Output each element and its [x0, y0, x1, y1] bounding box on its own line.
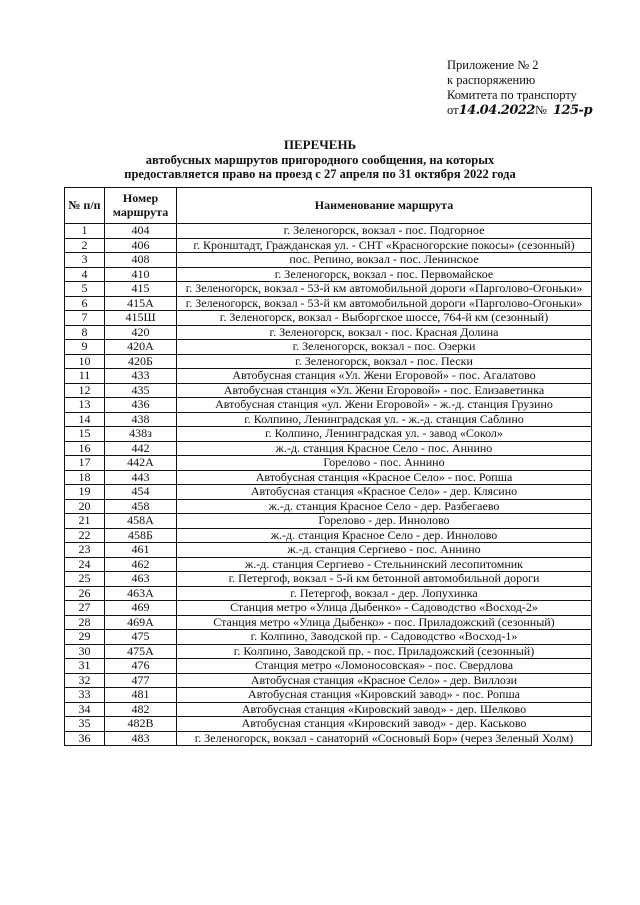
route-number: 443 [105, 470, 177, 485]
handwritten-date: 14.04.2022 [458, 103, 535, 118]
table-row [65, 630, 592, 645]
appendix-committee-line: Комитета по транспорту [447, 88, 577, 102]
table-row [65, 427, 592, 442]
route-name: пос. Репино, вокзал - пос. Ленинское [177, 253, 592, 268]
table-row [65, 253, 592, 268]
route-number: 482 [105, 702, 177, 717]
row-number: 4 [65, 267, 105, 282]
route-number: 433 [105, 369, 177, 384]
route-name: Автобусная станция «Ул. Жени Егоровой» - пос. Елизаветинка [177, 383, 592, 398]
table-row [65, 485, 592, 500]
route-number: 483 [105, 731, 177, 746]
title-subtitle-1: автобусных маршрутов пригородного сообщения, на которых [145, 152, 495, 167]
route-name: г. Зеленогорск, вокзал - 53-й км автомобильной дороги «Парголово-Огоньки» [177, 296, 592, 311]
row-number: 13 [65, 398, 105, 413]
appendix-block [447, 58, 632, 118]
header-route: Номер маршрута [105, 188, 177, 224]
appendix-date-number-line [447, 103, 632, 118]
row-number: 6 [65, 296, 105, 311]
number-prefix: № [534, 103, 547, 117]
route-name: г. Петергоф, вокзал - 5-й км бетонной автомобильной дороги [177, 572, 592, 587]
table-row [65, 456, 592, 471]
route-name: Автобусная станция «Красное Село» - дер. Виллози [177, 673, 592, 688]
route-number: 408 [105, 253, 177, 268]
row-number: 7 [65, 311, 105, 326]
route-name: ж.-д. станция Красное Село - дер. Иннолово [177, 528, 592, 543]
row-number: 34 [65, 702, 105, 717]
route-name: г. Зеленогорск, вокзал - пос. Озерки [177, 340, 592, 355]
route-name: г. Зеленогорск, вокзал - 53-й км автомобильной дороги «Парголово-Огоньки» [177, 282, 592, 297]
route-name: Автобусная станция «Кировский завод» - дер. Шелково [177, 702, 592, 717]
route-name: г. Зеленогорск, вокзал - санаторий «Сосновый Бор» (через Зеленый Холм) [177, 731, 592, 746]
table-row [65, 224, 592, 239]
row-number: 11 [65, 369, 105, 384]
table-row [65, 325, 592, 340]
route-name: г. Зеленогорск, вокзал - пос. Подгорное [177, 224, 592, 239]
table-row [65, 702, 592, 717]
route-number: 469 [105, 601, 177, 616]
route-name: г. Кронштадт, Гражданская ул. - СНТ «Красногорские покосы» (сезонный) [177, 238, 592, 253]
header-name: Наименование маршрута [177, 188, 592, 224]
row-number: 35 [65, 717, 105, 732]
row-number: 36 [65, 731, 105, 746]
route-number: 476 [105, 659, 177, 674]
route-number: 458Б [105, 528, 177, 543]
table-row [65, 267, 592, 282]
table-row [65, 282, 592, 297]
route-number: 458 [105, 499, 177, 514]
route-name: Станция метро «Ломоносовская» - пос. Свердлова [177, 659, 592, 674]
document-title [0, 138, 640, 182]
table-row [65, 528, 592, 543]
route-name: Автобусная станция «Кировский завод» - пос. Ропша [177, 688, 592, 703]
row-number: 24 [65, 557, 105, 572]
row-number: 17 [65, 456, 105, 471]
route-name: г. Зеленогорск, вокзал - пос. Первомайское [177, 267, 592, 282]
row-number: 5 [65, 282, 105, 297]
route-name: ж.-д. станция Сергиево - Стельнинский лесопитомник [177, 557, 592, 572]
route-number: 410 [105, 267, 177, 282]
route-name: г. Зеленогорск, вокзал - пос. Пески [177, 354, 592, 369]
route-number: 438 [105, 412, 177, 427]
route-name: Станция метро «Улица Дыбенко» - Садоводство «Восход-2» [177, 601, 592, 616]
route-number: 435 [105, 383, 177, 398]
route-name: Автобусная станция «Красное Село» - пос. Ропша [177, 470, 592, 485]
route-name: г. Колпино, Заводской пр. - пос. Приладожский (сезонный) [177, 644, 592, 659]
row-number: 10 [65, 354, 105, 369]
route-name: Автобусная станция «Кировский завод» - дер. Каськово [177, 717, 592, 732]
row-number: 20 [65, 499, 105, 514]
route-number: 406 [105, 238, 177, 253]
header-num: № п/п [65, 188, 105, 224]
route-number: 461 [105, 543, 177, 558]
appendix-order-line: к распоряжению [447, 73, 536, 87]
route-name: Автобусная станция «ул. Жени Егоровой» - ж.-д. станция Грузино [177, 398, 592, 413]
row-number: 18 [65, 470, 105, 485]
title-subtitle-2: предоставляется право на проезд с 27 апреля по 31 октября 2022 года [124, 167, 516, 181]
table-row [65, 398, 592, 413]
route-name: г. Зеленогорск, вокзал - Выборгское шоссе, 764-й км (сезонный) [177, 311, 592, 326]
route-number: 415 [105, 282, 177, 297]
route-name: Автобусная станция «Ул. Жени Егоровой» - пос. Агалатово [177, 369, 592, 384]
table-row [65, 369, 592, 384]
route-number: 454 [105, 485, 177, 500]
row-number: 33 [65, 688, 105, 703]
table-row [65, 615, 592, 630]
table-row [65, 557, 592, 572]
row-number: 30 [65, 644, 105, 659]
row-number: 1 [65, 224, 105, 239]
route-number: 477 [105, 673, 177, 688]
routes-table [64, 187, 592, 746]
table-body [65, 224, 592, 746]
row-number: 12 [65, 383, 105, 398]
route-name: Горелово - дер. Иннолово [177, 514, 592, 529]
route-number: 420А [105, 340, 177, 355]
route-number: 482В [105, 717, 177, 732]
appendix-title: Приложение № 2 [447, 58, 539, 72]
row-number: 2 [65, 238, 105, 253]
route-number: 475А [105, 644, 177, 659]
table-row [65, 514, 592, 529]
route-number: 420Б [105, 354, 177, 369]
table-row [65, 412, 592, 427]
route-number: 420 [105, 325, 177, 340]
route-number: 463А [105, 586, 177, 601]
row-number: 22 [65, 528, 105, 543]
route-name: г. Петергоф, вокзал - дер. Лопухинка [177, 586, 592, 601]
table-row [65, 311, 592, 326]
route-number: 415А [105, 296, 177, 311]
table-row [65, 673, 592, 688]
table-row [65, 543, 592, 558]
route-name: ж.-д. станция Красное Село - дер. Разбегаево [177, 499, 592, 514]
row-number: 9 [65, 340, 105, 355]
row-number: 23 [65, 543, 105, 558]
route-name: Станция метро «Улица Дыбенко» - пос. Приладожский (сезонный) [177, 615, 592, 630]
table-row [65, 644, 592, 659]
route-number: 442 [105, 441, 177, 456]
route-number: 463 [105, 572, 177, 587]
table-row [65, 688, 592, 703]
row-number: 14 [65, 412, 105, 427]
row-number: 8 [65, 325, 105, 340]
row-number: 25 [65, 572, 105, 587]
date-prefix: от [447, 103, 459, 117]
table-row [65, 340, 592, 355]
route-number: 404 [105, 224, 177, 239]
table-row [65, 441, 592, 456]
row-number: 19 [65, 485, 105, 500]
route-name: ж.-д. станция Красное Село - пос. Аннино [177, 441, 592, 456]
route-number: 462 [105, 557, 177, 572]
row-number: 31 [65, 659, 105, 674]
row-number: 28 [65, 615, 105, 630]
table-row [65, 717, 592, 732]
table-row [65, 238, 592, 253]
route-name: г. Колпино, Заводской пр. - Садоводство «Восход-1» [177, 630, 592, 645]
table-row [65, 586, 592, 601]
table-row [65, 731, 592, 746]
route-name: г. Колпино, Ленинградская ул. - ж.-д. станция Саблино [177, 412, 592, 427]
route-name: ж.-д. станция Сергиево - пос. Аннино [177, 543, 592, 558]
table-row [65, 296, 592, 311]
row-number: 27 [65, 601, 105, 616]
row-number: 15 [65, 427, 105, 442]
table-row [65, 383, 592, 398]
table-row [65, 470, 592, 485]
row-number: 29 [65, 630, 105, 645]
route-number: 475 [105, 630, 177, 645]
route-number: 458А [105, 514, 177, 529]
row-number: 26 [65, 586, 105, 601]
row-number: 16 [65, 441, 105, 456]
route-name: г. Колпино, Ленинградская ул. - завод «Сокол» [177, 427, 592, 442]
route-name: Автобусная станция «Красное Село» - дер. Клясино [177, 485, 592, 500]
table-row [65, 354, 592, 369]
table-header-row [65, 188, 592, 224]
route-number: 481 [105, 688, 177, 703]
row-number: 32 [65, 673, 105, 688]
route-name: Горелово - пос. Аннино [177, 456, 592, 471]
table-row [65, 572, 592, 587]
table-row [65, 499, 592, 514]
row-number: 3 [65, 253, 105, 268]
title-heading: ПЕРЕЧЕНЬ [283, 137, 357, 152]
route-name: г. Зеленогорск, вокзал - пос. Красная Долина [177, 325, 592, 340]
route-number: 442А [105, 456, 177, 471]
route-number: 438з [105, 427, 177, 442]
handwritten-number: 125-р [552, 103, 593, 118]
table-row [65, 601, 592, 616]
route-number: 469А [105, 615, 177, 630]
table-row [65, 659, 592, 674]
row-number: 21 [65, 514, 105, 529]
route-number: 415Ш [105, 311, 177, 326]
route-number: 436 [105, 398, 177, 413]
